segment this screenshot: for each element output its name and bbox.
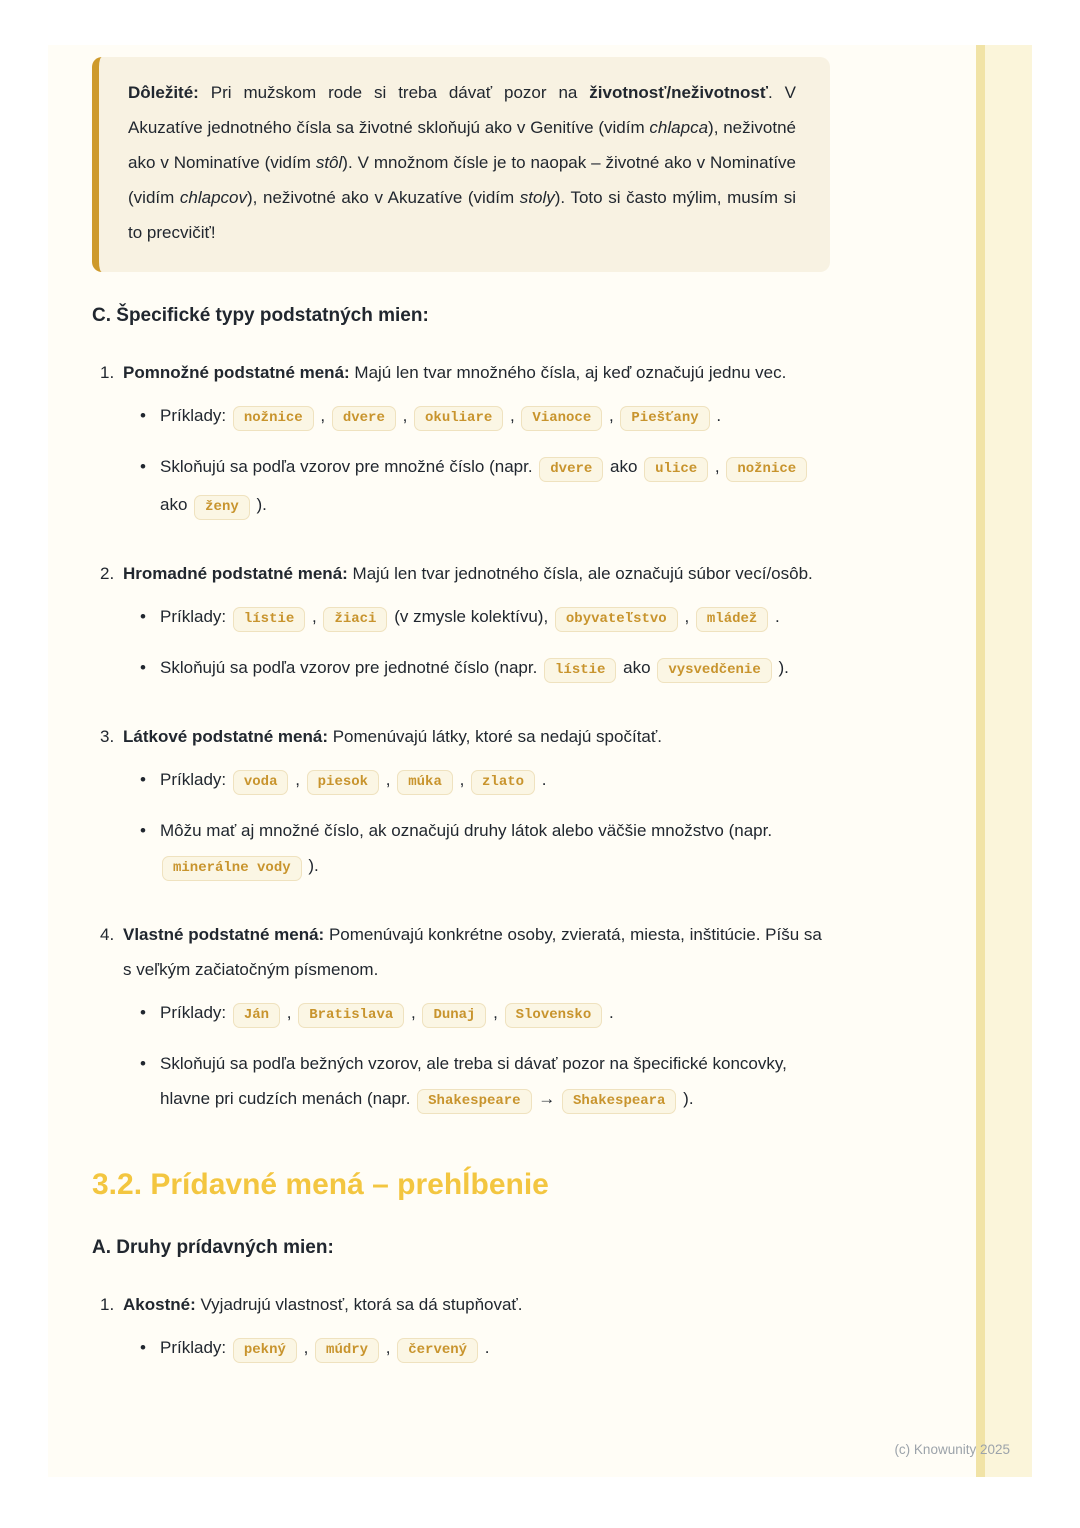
text-run: ,	[315, 406, 330, 425]
list-item-number: 2.	[100, 564, 115, 583]
text-run: Príklady:	[160, 1338, 231, 1357]
text-run: ,	[454, 770, 470, 789]
list-item-text	[123, 1287, 830, 1322]
code-badge: Shakespeare	[417, 1089, 531, 1114]
text-run: .	[711, 406, 722, 425]
bullet-item	[123, 995, 830, 1033]
text-run: ). V množnom čísle je to naopak – životné ako v Nominatíve (vidím	[128, 153, 796, 207]
page-edge-stripe	[976, 45, 1032, 1477]
text-run: ).	[303, 856, 319, 875]
bullet-marker: •	[140, 658, 146, 677]
bullet-marker: •	[140, 1338, 146, 1357]
bullet-marker: •	[140, 1003, 146, 1022]
bullet-text	[160, 1046, 830, 1119]
section-heading: 3.2. Prídavné mená – prehĺbenie	[92, 1168, 549, 1201]
footer-credit: (c) Knowunity 2025	[894, 1442, 1010, 1457]
bullet-list	[123, 995, 830, 1119]
bold-text: Hromadné podstatné mená:	[123, 564, 348, 583]
text-run: Pomenúvajú konkrétne osoby, zvieratá, miesta, inštitúcie. Píšu sa s veľkým začiatočným písmenom.	[123, 925, 822, 979]
list-item-body	[123, 1287, 830, 1381]
code-badge: mládež	[696, 607, 768, 632]
bullet-text	[160, 398, 830, 436]
text-run: Príklady:	[160, 770, 231, 789]
text-run: ,	[282, 1003, 297, 1022]
text-run: Pomenúvajú látky, ktoré sa nedajú spočítať.	[328, 727, 662, 746]
code-badge: múdry	[315, 1338, 379, 1363]
bold-text: Pomnožné podstatné mená:	[123, 363, 350, 382]
text-run: ,	[505, 406, 520, 425]
text-run: ,	[381, 770, 396, 789]
bullet-text	[160, 995, 830, 1033]
text-run: ).	[251, 495, 267, 514]
code-badge: vysvedčenie	[657, 658, 771, 683]
text-run: ,	[381, 1338, 396, 1357]
list-item	[92, 556, 830, 701]
text-run: Môžu mať aj množné číslo, ak označujú druhy látok alebo väčšie množstvo (napr.	[160, 821, 773, 840]
code-badge: nožnice	[233, 406, 314, 431]
text-run: Vyjadrujú vlastnosť, ktorá sa dá stupňovať.	[195, 1295, 523, 1314]
code-badge: dvere	[539, 457, 603, 482]
bullet-item	[123, 599, 830, 637]
bullet-item	[123, 762, 830, 800]
bullet-marker: •	[140, 457, 146, 476]
subsection-heading: A. Druhy prídavných mien:	[92, 1237, 334, 1258]
text-run: ,	[604, 406, 619, 425]
code-badge: Slovensko	[505, 1003, 603, 1028]
text-run: .	[537, 770, 547, 789]
text-run: .	[604, 1003, 614, 1022]
list-item	[92, 719, 830, 899]
code-badge: Vianoce	[521, 406, 602, 431]
text-run: ,	[307, 607, 322, 626]
code-badge: Ján	[233, 1003, 280, 1028]
bullet-text	[160, 449, 830, 525]
bullet-item	[123, 398, 830, 436]
text-run: ako	[160, 495, 193, 514]
code-badge: Dunaj	[422, 1003, 486, 1028]
bold-text: Akostné:	[123, 1295, 196, 1314]
list-item	[92, 1287, 830, 1381]
bold-text: Dôležité:	[128, 83, 199, 102]
bullet-marker: •	[140, 770, 146, 789]
bullet-item	[123, 1046, 830, 1119]
list-item-number: 4.	[100, 925, 115, 944]
list-item-number: 3.	[100, 727, 115, 746]
code-badge: Shakespeara	[562, 1089, 676, 1114]
code-badge: lístie	[233, 607, 305, 632]
bullet-list	[123, 762, 830, 886]
bullet-text	[160, 599, 830, 637]
italic-text: stôl	[315, 153, 343, 172]
ordered-list	[92, 355, 830, 1132]
text-run: →	[533, 1089, 561, 1108]
code-badge: voda	[233, 770, 289, 795]
text-run: ,	[488, 1003, 503, 1022]
text-run: ,	[298, 1338, 314, 1357]
bullet-item	[123, 1330, 830, 1368]
bold-text: Látkové podstatné mená:	[123, 727, 328, 746]
code-badge: piesok	[307, 770, 379, 795]
code-badge: okuliare	[414, 406, 503, 431]
list-item-body	[123, 355, 830, 538]
list-item-body	[123, 917, 830, 1132]
list-item-text	[123, 556, 830, 591]
code-badge: obyvateľstvo	[555, 607, 678, 632]
code-badge: červený	[397, 1338, 478, 1363]
bullet-text	[160, 813, 830, 886]
code-badge: lístie	[544, 658, 616, 683]
text-run: ako	[618, 658, 656, 677]
bullet-marker: •	[140, 821, 146, 840]
list-item-text	[123, 355, 830, 390]
text-run: . V Akuzatíve jednotného čísla sa životné skloňujú ako v Genitíve (vidím	[128, 83, 796, 137]
code-badge: dvere	[332, 406, 396, 431]
text-run: Príklady:	[160, 406, 231, 425]
list-item-body	[123, 556, 830, 701]
text-run: Príklady:	[160, 1003, 231, 1022]
bullet-marker: •	[140, 406, 146, 425]
italic-text: chlapcov	[179, 188, 248, 207]
text-run: Majú len tvar množného čísla, aj keď označujú jednu vec.	[349, 363, 787, 382]
text-run: ).	[678, 1089, 694, 1108]
code-badge: ulice	[644, 457, 708, 482]
code-badge: Bratislava	[298, 1003, 404, 1028]
document-page	[48, 45, 1032, 1477]
bold-text: životnosť/neživotnosť	[589, 83, 769, 102]
code-badge: minerálne vody	[162, 856, 302, 881]
text-run: .	[480, 1338, 490, 1357]
code-badge: múka	[397, 770, 453, 795]
list-item-text	[123, 917, 830, 987]
text-run: ,	[710, 457, 725, 476]
text-run: ,	[397, 406, 413, 425]
bullet-list	[123, 1330, 830, 1368]
bullet-marker: •	[140, 1054, 146, 1073]
bullet-text	[160, 762, 830, 800]
text-run: ako	[605, 457, 643, 476]
text-run: Skloňujú sa podľa vzorov pre jednotné číslo (napr.	[160, 658, 543, 677]
subsection-heading: C. Špecifické typy podstatných mien:	[92, 305, 429, 326]
code-badge: ženy	[194, 495, 250, 520]
list-item	[92, 917, 830, 1132]
text-run: ), neživotné ako v Nominatíve (vidím	[128, 118, 796, 172]
text-run: Príklady:	[160, 607, 231, 626]
important-callout	[92, 57, 830, 272]
text-run: ,	[679, 607, 694, 626]
italic-text: stoly	[519, 188, 555, 207]
list-item-number: 1.	[100, 363, 115, 382]
bullet-list	[123, 599, 830, 688]
code-badge: pekný	[233, 1338, 297, 1363]
text-run: ,	[406, 1003, 421, 1022]
bold-text: Vlastné podstatné mená:	[123, 925, 325, 944]
code-badge: Piešťany	[620, 406, 709, 431]
bullet-list	[123, 398, 830, 525]
text-run: .	[770, 607, 780, 626]
code-badge: žiaci	[323, 607, 387, 632]
code-badge: nožnice	[726, 457, 807, 482]
list-item-text	[123, 719, 830, 754]
text-run: (v zmysle kolektívu),	[389, 607, 553, 626]
italic-text: chlapca	[649, 118, 709, 137]
bullet-text	[160, 650, 830, 688]
bullet-marker: •	[140, 607, 146, 626]
bullet-item	[123, 813, 830, 886]
list-item-number: 1.	[100, 1295, 115, 1314]
text-run: ,	[290, 770, 305, 789]
list-item-body	[123, 719, 830, 899]
bullet-item	[123, 449, 830, 525]
bullet-item	[123, 650, 830, 688]
text-run: Skloňujú sa podľa vzorov pre množné číslo (napr.	[160, 457, 538, 476]
list-item	[92, 355, 830, 538]
text-run: Skloňujú sa podľa bežných vzorov, ale treba si dávať pozor na špecifické koncovky, hlavne pri cudzích menách (napr.	[160, 1054, 787, 1108]
text-run: ).	[773, 658, 789, 677]
code-badge: zlato	[471, 770, 535, 795]
text-run: ), neživotné ako v Akuzatíve (vidím	[247, 188, 520, 207]
text-run: ). Toto si často mýlim, musím si to precvičiť!	[128, 188, 796, 242]
text-run: Pri mužskom rode si treba dávať pozor na	[198, 83, 590, 102]
document-content	[92, 57, 830, 1381]
text-run: Majú len tvar jednotného čísla, ale označujú súbor vecí/osôb.	[347, 564, 813, 583]
ordered-list	[92, 1287, 830, 1381]
bullet-text	[160, 1330, 830, 1368]
